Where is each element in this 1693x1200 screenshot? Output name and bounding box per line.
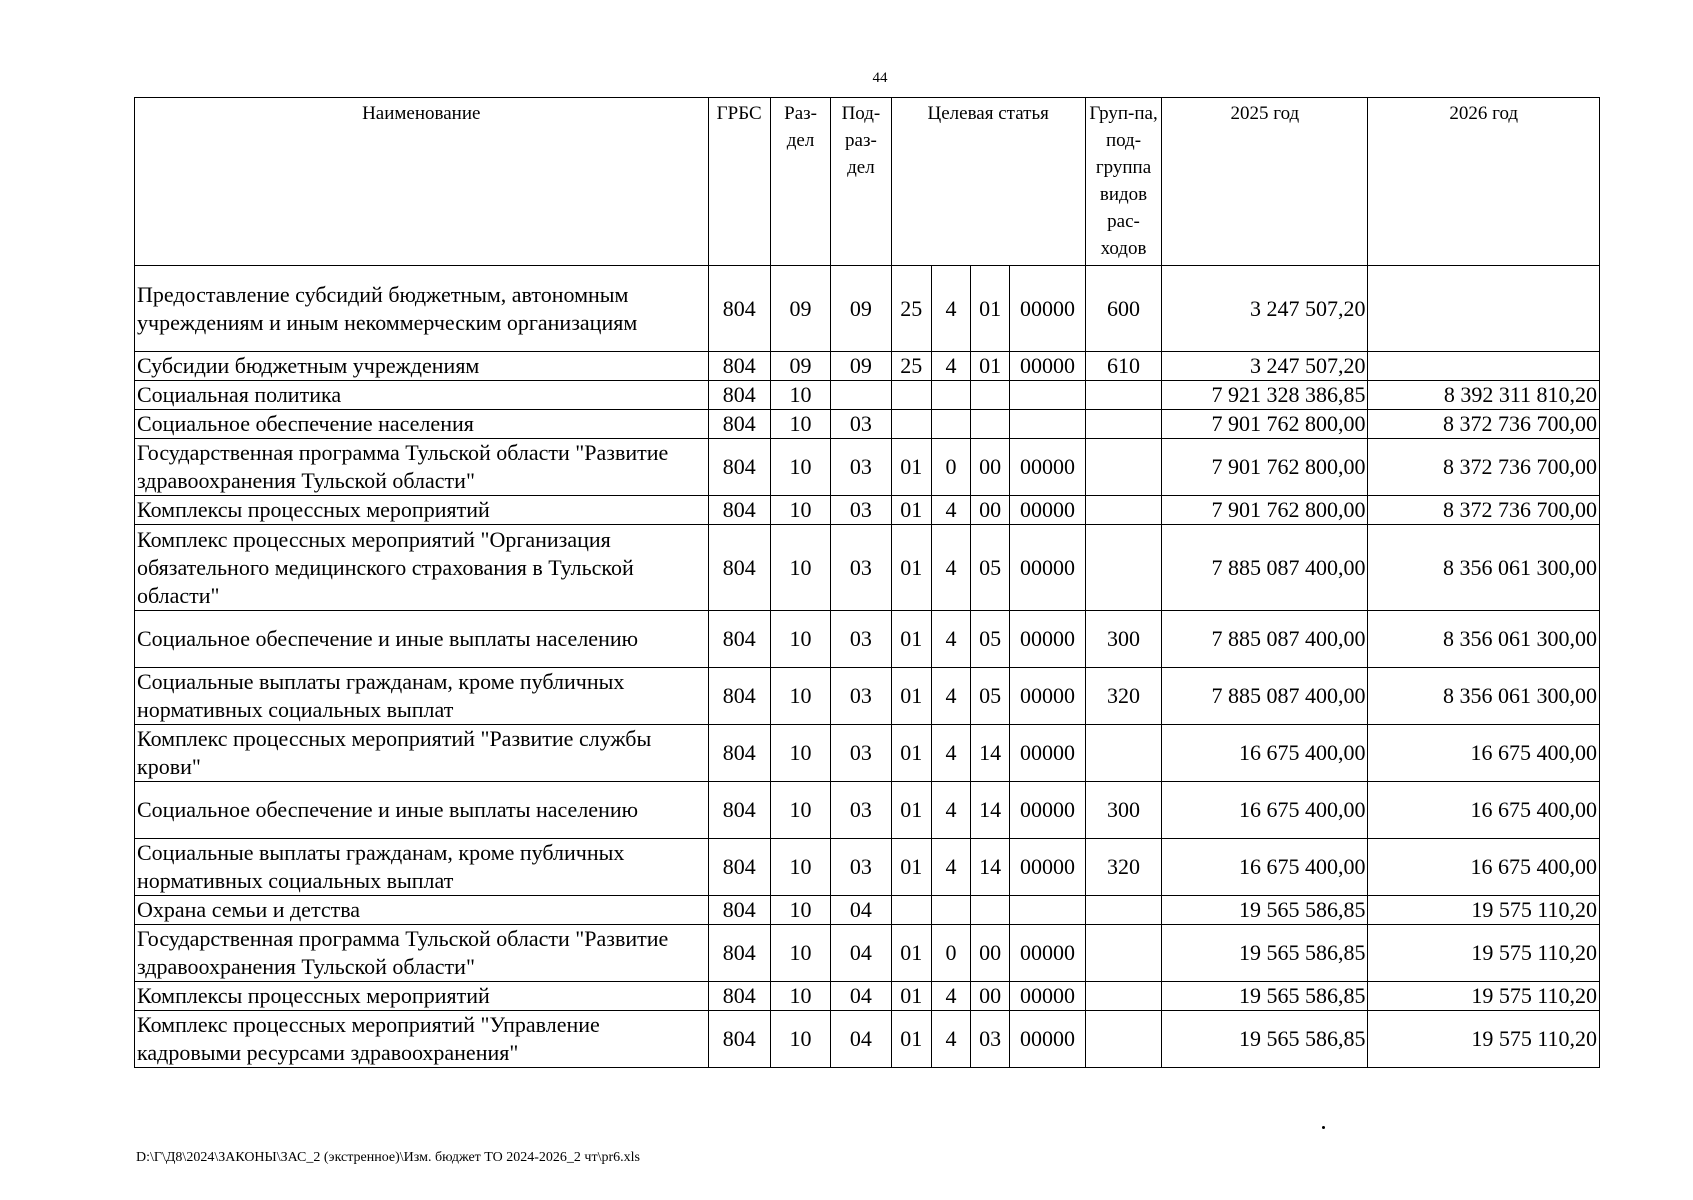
cell-target-program: 01 xyxy=(891,725,931,782)
table-body xyxy=(135,266,1600,1068)
cell-grbs: 804 xyxy=(708,525,770,611)
cell-target-direction: 00000 xyxy=(1010,725,1085,782)
cell-grbs: 804 xyxy=(708,1011,770,1068)
cell-podrazdel: 04 xyxy=(831,1011,891,1068)
cell-podrazdel: 09 xyxy=(831,352,891,381)
cell-grbs: 804 xyxy=(708,496,770,525)
cell-target-event: 00 xyxy=(971,925,1010,982)
cell-target-type xyxy=(931,896,970,925)
cell-target-direction xyxy=(1010,381,1085,410)
cell-podrazdel: 03 xyxy=(831,410,891,439)
cell-grbs: 804 xyxy=(708,668,770,725)
cell-amount-2026: 8 392 311 810,20 xyxy=(1368,381,1600,410)
cell-amount-2026 xyxy=(1368,266,1600,352)
cell-target-program xyxy=(891,410,931,439)
cell-amount-2025: 7 901 762 800,00 xyxy=(1162,410,1368,439)
cell-target-type: 4 xyxy=(931,496,970,525)
header-razdel: Раз-дел xyxy=(770,98,830,266)
cell-razdel: 09 xyxy=(770,352,830,381)
cell-grbs: 804 xyxy=(708,439,770,496)
header-name: Наименование xyxy=(135,98,709,266)
cell-razdel: 10 xyxy=(770,496,830,525)
table-row xyxy=(135,725,1600,782)
cell-target-program: 25 xyxy=(891,352,931,381)
cell-target-event xyxy=(971,381,1010,410)
cell-amount-2025: 3 247 507,20 xyxy=(1162,266,1368,352)
cell-target-type: 4 xyxy=(931,668,970,725)
cell-target-direction: 00000 xyxy=(1010,925,1085,982)
cell-name: Социальная политика xyxy=(135,381,709,410)
cell-podrazdel: 03 xyxy=(831,439,891,496)
cell-expense-group xyxy=(1085,1011,1161,1068)
cell-razdel: 10 xyxy=(770,525,830,611)
cell-razdel: 10 xyxy=(770,410,830,439)
cell-target-type: 0 xyxy=(931,439,970,496)
cell-target-event: 00 xyxy=(971,439,1010,496)
cell-podrazdel: 03 xyxy=(831,725,891,782)
cell-target-program: 01 xyxy=(891,782,931,839)
cell-target-program: 01 xyxy=(891,525,931,611)
cell-name: Социальное обеспечение населения xyxy=(135,410,709,439)
cell-target-program: 01 xyxy=(891,982,931,1011)
cell-grbs: 804 xyxy=(708,410,770,439)
cell-expense-group xyxy=(1085,410,1161,439)
cell-amount-2026: 19 575 110,20 xyxy=(1368,982,1600,1011)
table-row xyxy=(135,496,1600,525)
cell-name: Государственная программа Тульской области "Развитие здравоохранения Тульской области" xyxy=(135,439,709,496)
cell-target-type: 4 xyxy=(931,266,970,352)
cell-target-direction: 00000 xyxy=(1010,496,1085,525)
cell-amount-2025: 19 565 586,85 xyxy=(1162,925,1368,982)
cell-grbs: 804 xyxy=(708,839,770,896)
cell-amount-2026: 19 575 110,20 xyxy=(1368,896,1600,925)
page-number: 44 xyxy=(872,70,888,86)
scan-dot xyxy=(1322,1126,1325,1129)
header-target-article: Целевая статья xyxy=(891,98,1085,266)
cell-razdel: 10 xyxy=(770,839,830,896)
cell-razdel: 10 xyxy=(770,668,830,725)
cell-name: Комплексы процессных мероприятий xyxy=(135,496,709,525)
cell-expense-group xyxy=(1085,725,1161,782)
cell-name: Социальные выплаты гражданам, кроме публичных нормативных социальных выплат xyxy=(135,839,709,896)
cell-amount-2025: 7 901 762 800,00 xyxy=(1162,496,1368,525)
cell-target-program: 01 xyxy=(891,925,931,982)
table-row xyxy=(135,1011,1600,1068)
cell-podrazdel: 04 xyxy=(831,896,891,925)
cell-name: Субсидии бюджетным учреждениям xyxy=(135,352,709,381)
cell-amount-2025: 7 921 328 386,85 xyxy=(1162,381,1368,410)
cell-grbs: 804 xyxy=(708,266,770,352)
cell-target-type xyxy=(931,410,970,439)
cell-name: Комплекс процессных мероприятий "Развитие службы крови" xyxy=(135,725,709,782)
cell-amount-2026: 16 675 400,00 xyxy=(1368,725,1600,782)
cell-podrazdel: 03 xyxy=(831,668,891,725)
cell-amount-2025: 16 675 400,00 xyxy=(1162,782,1368,839)
cell-target-direction: 00000 xyxy=(1010,352,1085,381)
cell-amount-2026: 19 575 110,20 xyxy=(1368,1011,1600,1068)
cell-name: Комплексы процессных мероприятий xyxy=(135,982,709,1011)
cell-target-event: 01 xyxy=(971,352,1010,381)
table-row xyxy=(135,839,1600,896)
cell-amount-2026: 8 356 061 300,00 xyxy=(1368,525,1600,611)
cell-target-event: 05 xyxy=(971,668,1010,725)
header-year-2026: 2026 год xyxy=(1368,98,1600,266)
cell-target-direction: 00000 xyxy=(1010,839,1085,896)
cell-grbs: 804 xyxy=(708,381,770,410)
cell-target-direction xyxy=(1010,410,1085,439)
cell-amount-2025: 19 565 586,85 xyxy=(1162,1011,1368,1068)
cell-target-event xyxy=(971,410,1010,439)
table-row xyxy=(135,410,1600,439)
cell-expense-group xyxy=(1085,381,1161,410)
cell-grbs: 804 xyxy=(708,725,770,782)
cell-podrazdel: 04 xyxy=(831,982,891,1011)
cell-amount-2025: 19 565 586,85 xyxy=(1162,896,1368,925)
header-podrazdel: Под-раз-дел xyxy=(831,98,891,266)
cell-expense-group: 320 xyxy=(1085,668,1161,725)
cell-expense-group: 610 xyxy=(1085,352,1161,381)
cell-target-direction: 00000 xyxy=(1010,439,1085,496)
cell-razdel: 10 xyxy=(770,1011,830,1068)
cell-target-direction: 00000 xyxy=(1010,1011,1085,1068)
cell-target-program: 01 xyxy=(891,1011,931,1068)
cell-amount-2026: 8 356 061 300,00 xyxy=(1368,611,1600,668)
cell-grbs: 804 xyxy=(708,925,770,982)
cell-razdel: 09 xyxy=(770,266,830,352)
cell-podrazdel: 04 xyxy=(831,925,891,982)
cell-target-event: 14 xyxy=(971,839,1010,896)
cell-razdel: 10 xyxy=(770,925,830,982)
cell-target-event: 14 xyxy=(971,725,1010,782)
cell-podrazdel xyxy=(831,381,891,410)
cell-target-type: 4 xyxy=(931,525,970,611)
cell-razdel: 10 xyxy=(770,982,830,1011)
cell-target-direction: 00000 xyxy=(1010,525,1085,611)
cell-amount-2025: 19 565 586,85 xyxy=(1162,982,1368,1011)
cell-name: Комплекс процессных мероприятий "Организация обязательного медицинского страхования в Тульской области" xyxy=(135,525,709,611)
cell-amount-2026: 16 675 400,00 xyxy=(1368,839,1600,896)
budget-table xyxy=(134,97,1600,1068)
cell-name: Социальные выплаты гражданам, кроме публичных нормативных социальных выплат xyxy=(135,668,709,725)
cell-amount-2026: 8 372 736 700,00 xyxy=(1368,496,1600,525)
table-row xyxy=(135,266,1600,352)
cell-expense-group xyxy=(1085,982,1161,1011)
table-row xyxy=(135,896,1600,925)
cell-amount-2025: 16 675 400,00 xyxy=(1162,839,1368,896)
cell-expense-group xyxy=(1085,496,1161,525)
cell-target-direction: 00000 xyxy=(1010,611,1085,668)
cell-expense-group xyxy=(1085,896,1161,925)
cell-target-direction: 00000 xyxy=(1010,982,1085,1011)
cell-podrazdel: 03 xyxy=(831,611,891,668)
cell-name: Социальное обеспечение и иные выплаты населению xyxy=(135,782,709,839)
cell-target-event: 05 xyxy=(971,525,1010,611)
cell-target-type: 0 xyxy=(931,925,970,982)
cell-target-program: 25 xyxy=(891,266,931,352)
table-row xyxy=(135,439,1600,496)
cell-expense-group xyxy=(1085,925,1161,982)
cell-amount-2025: 7 885 087 400,00 xyxy=(1162,611,1368,668)
cell-target-direction: 00000 xyxy=(1010,266,1085,352)
cell-target-type: 4 xyxy=(931,782,970,839)
cell-target-event: 00 xyxy=(971,982,1010,1011)
cell-grbs: 804 xyxy=(708,352,770,381)
cell-target-type: 4 xyxy=(931,725,970,782)
cell-target-program xyxy=(891,381,931,410)
cell-amount-2025: 7 885 087 400,00 xyxy=(1162,525,1368,611)
cell-name: Предоставление субсидий бюджетным, автономным учреждениям и иным некоммерческим организациям xyxy=(135,266,709,352)
cell-name: Социальное обеспечение и иные выплаты населению xyxy=(135,611,709,668)
table-row xyxy=(135,525,1600,611)
cell-amount-2025: 7 901 762 800,00 xyxy=(1162,439,1368,496)
cell-target-program: 01 xyxy=(891,839,931,896)
cell-expense-group xyxy=(1085,525,1161,611)
table-row xyxy=(135,611,1600,668)
cell-amount-2025: 16 675 400,00 xyxy=(1162,725,1368,782)
cell-grbs: 804 xyxy=(708,896,770,925)
cell-expense-group: 600 xyxy=(1085,266,1161,352)
cell-expense-group: 300 xyxy=(1085,782,1161,839)
cell-target-event: 01 xyxy=(971,266,1010,352)
cell-target-type: 4 xyxy=(931,982,970,1011)
cell-amount-2025: 3 247 507,20 xyxy=(1162,352,1368,381)
cell-target-program xyxy=(891,896,931,925)
cell-razdel: 10 xyxy=(770,611,830,668)
cell-target-program: 01 xyxy=(891,611,931,668)
cell-amount-2025: 7 885 087 400,00 xyxy=(1162,668,1368,725)
cell-expense-group: 300 xyxy=(1085,611,1161,668)
cell-expense-group xyxy=(1085,439,1161,496)
cell-target-event: 14 xyxy=(971,782,1010,839)
cell-grbs: 804 xyxy=(708,611,770,668)
header-grbs: ГРБС xyxy=(708,98,770,266)
table-header-row xyxy=(135,98,1600,266)
cell-target-type: 4 xyxy=(931,611,970,668)
table-row xyxy=(135,352,1600,381)
cell-amount-2026: 16 675 400,00 xyxy=(1368,782,1600,839)
cell-razdel: 10 xyxy=(770,381,830,410)
cell-name: Государственная программа Тульской области "Развитие здравоохранения Тульской области" xyxy=(135,925,709,982)
cell-target-direction: 00000 xyxy=(1010,782,1085,839)
cell-grbs: 804 xyxy=(708,982,770,1011)
cell-podrazdel: 03 xyxy=(831,782,891,839)
cell-target-type: 4 xyxy=(931,1011,970,1068)
header-expense-group: Груп-па, под-группа видов рас-ходов xyxy=(1085,98,1161,266)
cell-target-event: 05 xyxy=(971,611,1010,668)
cell-amount-2026: 8 372 736 700,00 xyxy=(1368,410,1600,439)
cell-expense-group: 320 xyxy=(1085,839,1161,896)
cell-podrazdel: 03 xyxy=(831,496,891,525)
table-row xyxy=(135,925,1600,982)
table-row xyxy=(135,782,1600,839)
cell-target-direction: 00000 xyxy=(1010,668,1085,725)
cell-razdel: 10 xyxy=(770,725,830,782)
cell-amount-2026: 8 372 736 700,00 xyxy=(1368,439,1600,496)
cell-razdel: 10 xyxy=(770,439,830,496)
footer-file-path: D:\Г\Д8\2024\ЗАКОНЫ\ЗАС_2 (экстренное)\Изм. бюджет ТО 2024-2026_2 чт\pr6.xls xyxy=(136,1150,640,1165)
cell-target-event xyxy=(971,896,1010,925)
cell-target-program: 01 xyxy=(891,668,931,725)
cell-podrazdel: 09 xyxy=(831,266,891,352)
cell-target-direction xyxy=(1010,896,1085,925)
header-year-2025: 2025 год xyxy=(1162,98,1368,266)
cell-target-type xyxy=(931,381,970,410)
cell-podrazdel: 03 xyxy=(831,525,891,611)
cell-target-program: 01 xyxy=(891,439,931,496)
table-row xyxy=(135,668,1600,725)
cell-name: Охрана семьи и детства xyxy=(135,896,709,925)
cell-razdel: 10 xyxy=(770,896,830,925)
cell-name: Комплекс процессных мероприятий "Управление кадровыми ресурсами здравоохранения" xyxy=(135,1011,709,1068)
cell-grbs: 804 xyxy=(708,782,770,839)
cell-target-type: 4 xyxy=(931,839,970,896)
cell-target-type: 4 xyxy=(931,352,970,381)
table-row xyxy=(135,381,1600,410)
cell-podrazdel: 03 xyxy=(831,839,891,896)
cell-target-event: 03 xyxy=(971,1011,1010,1068)
cell-amount-2026: 8 356 061 300,00 xyxy=(1368,668,1600,725)
cell-amount-2026 xyxy=(1368,352,1600,381)
cell-target-event: 00 xyxy=(971,496,1010,525)
cell-amount-2026: 19 575 110,20 xyxy=(1368,925,1600,982)
cell-razdel: 10 xyxy=(770,782,830,839)
cell-target-program: 01 xyxy=(891,496,931,525)
table-row xyxy=(135,982,1600,1011)
